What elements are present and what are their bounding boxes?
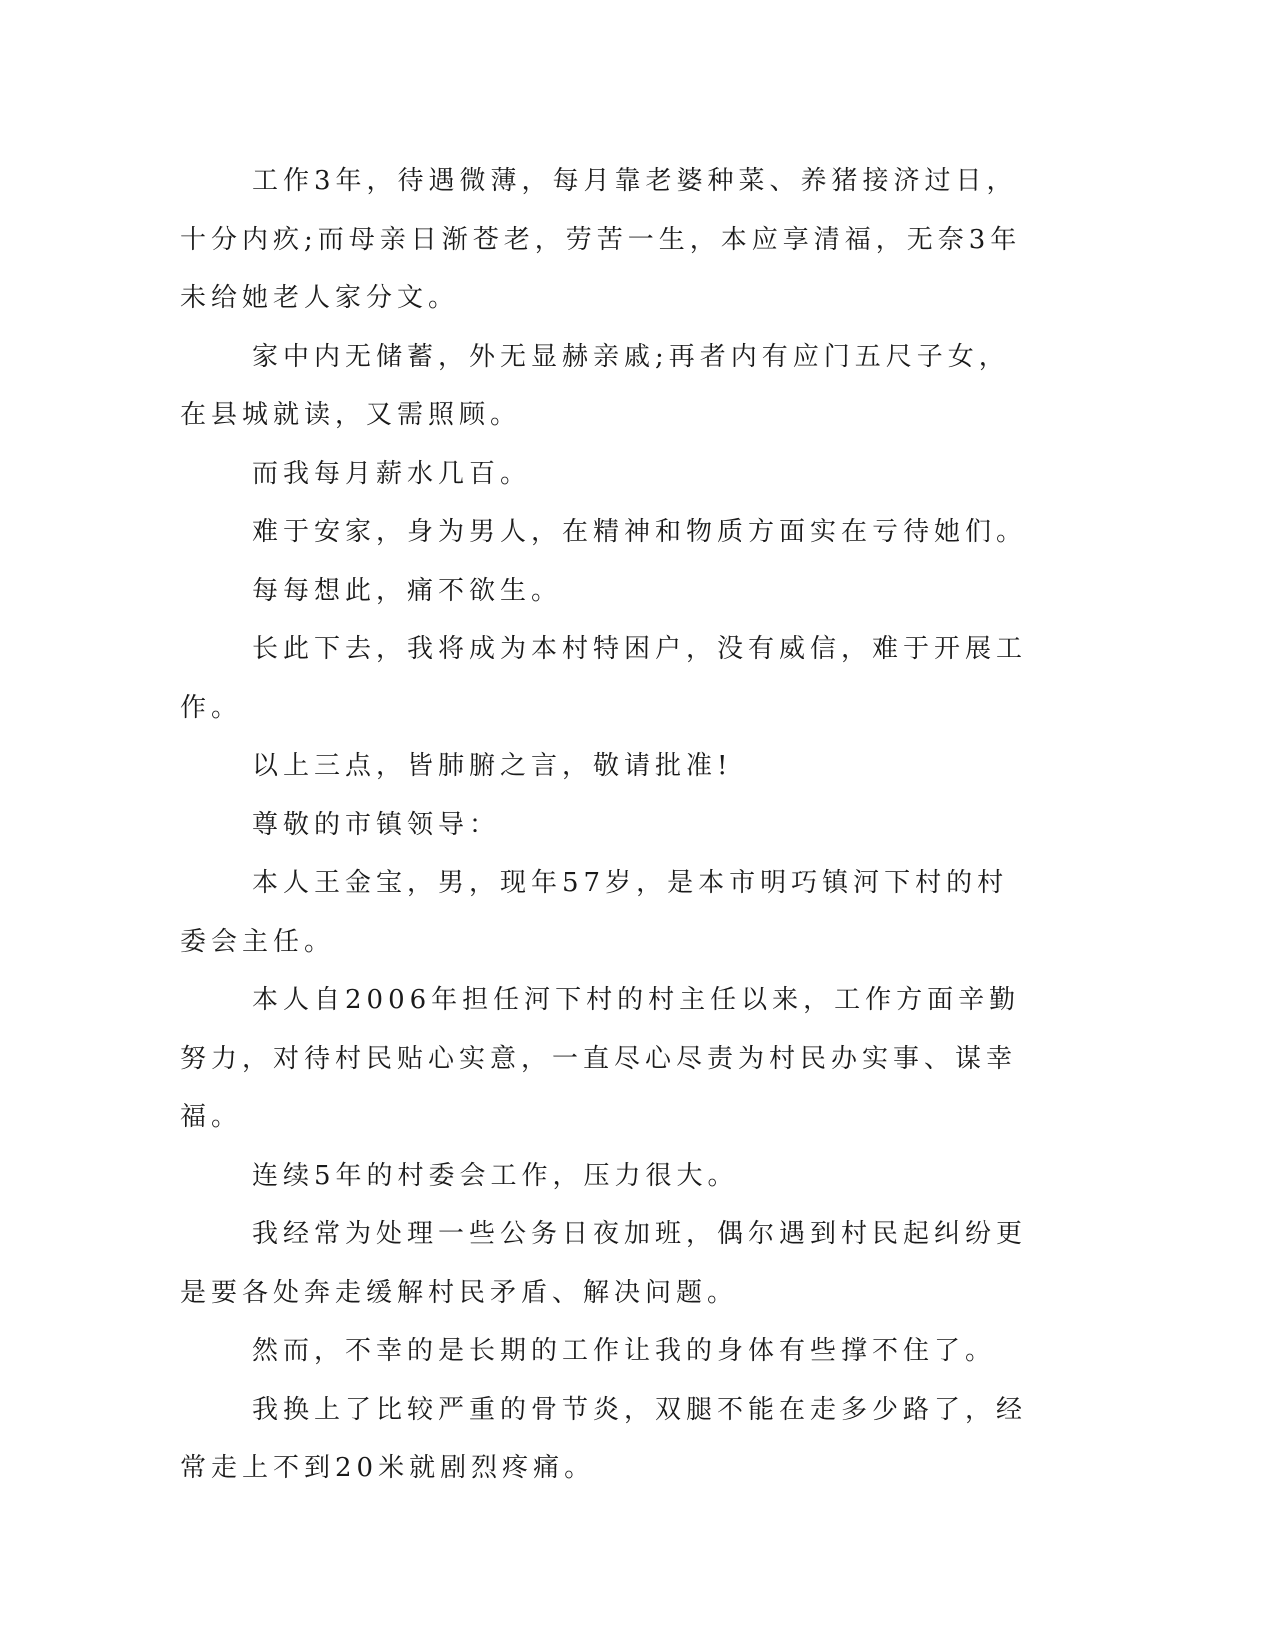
paragraph: 本人王金宝，男，现年57岁，是本市明巧镇河下村的村委会主任。 <box>180 868 1009 957</box>
paragraph: 连续5年的村委会工作，压力很大。 <box>252 1160 739 1191</box>
paragraph: 工作3年，待遇微薄，每月靠老婆种菜、养猪接济过日，十分内疚;而母亲日渐苍老，劳苦一生，本应享清福，无奈3年未给她老人家分文。 <box>180 166 1022 313</box>
paragraph: 长此下去，我将成为本村特困户，没有威信，难于开展工作。 <box>180 634 1028 723</box>
paragraph: 我换上了比较严重的骨节炎，双腿不能在走多少路了，经常走上不到20米就剧烈疼痛。 <box>180 1394 1028 1483</box>
paragraph: 然而，不幸的是长期的工作让我的身体有些撑不住了。 <box>252 1336 997 1366</box>
paragraph: 每每想此，痛不欲生。 <box>252 575 563 606</box>
paragraph: 家中内无储蓄，外无显赫亲戚;再者内有应门五尺子女，在县城就读，又需照顾。 <box>180 341 1010 430</box>
document-body <box>180 152 1035 1498</box>
paragraph: 我经常为处理一些公务日夜加班，偶尔遇到村民起纠纷更是要各处奔走缓解村民矛盾、解决问题。 <box>180 1219 1028 1308</box>
paragraph: 本人自2006年担任河下村的村主任以来，工作方面辛勤努力，对待村民贴心实意，一直尽心尽责为村民办实事、谋幸福。 <box>180 985 1021 1132</box>
paragraph: 以上三点，皆肺腑之言，敬请批准! <box>252 751 733 781</box>
salutation: 尊敬的市镇领导： <box>252 809 501 840</box>
paragraph: 难于安家，身为男人，在精神和物质方面实在亏待她们。 <box>252 517 1028 547</box>
paragraph: 而我每月薪水几百。 <box>252 458 532 489</box>
